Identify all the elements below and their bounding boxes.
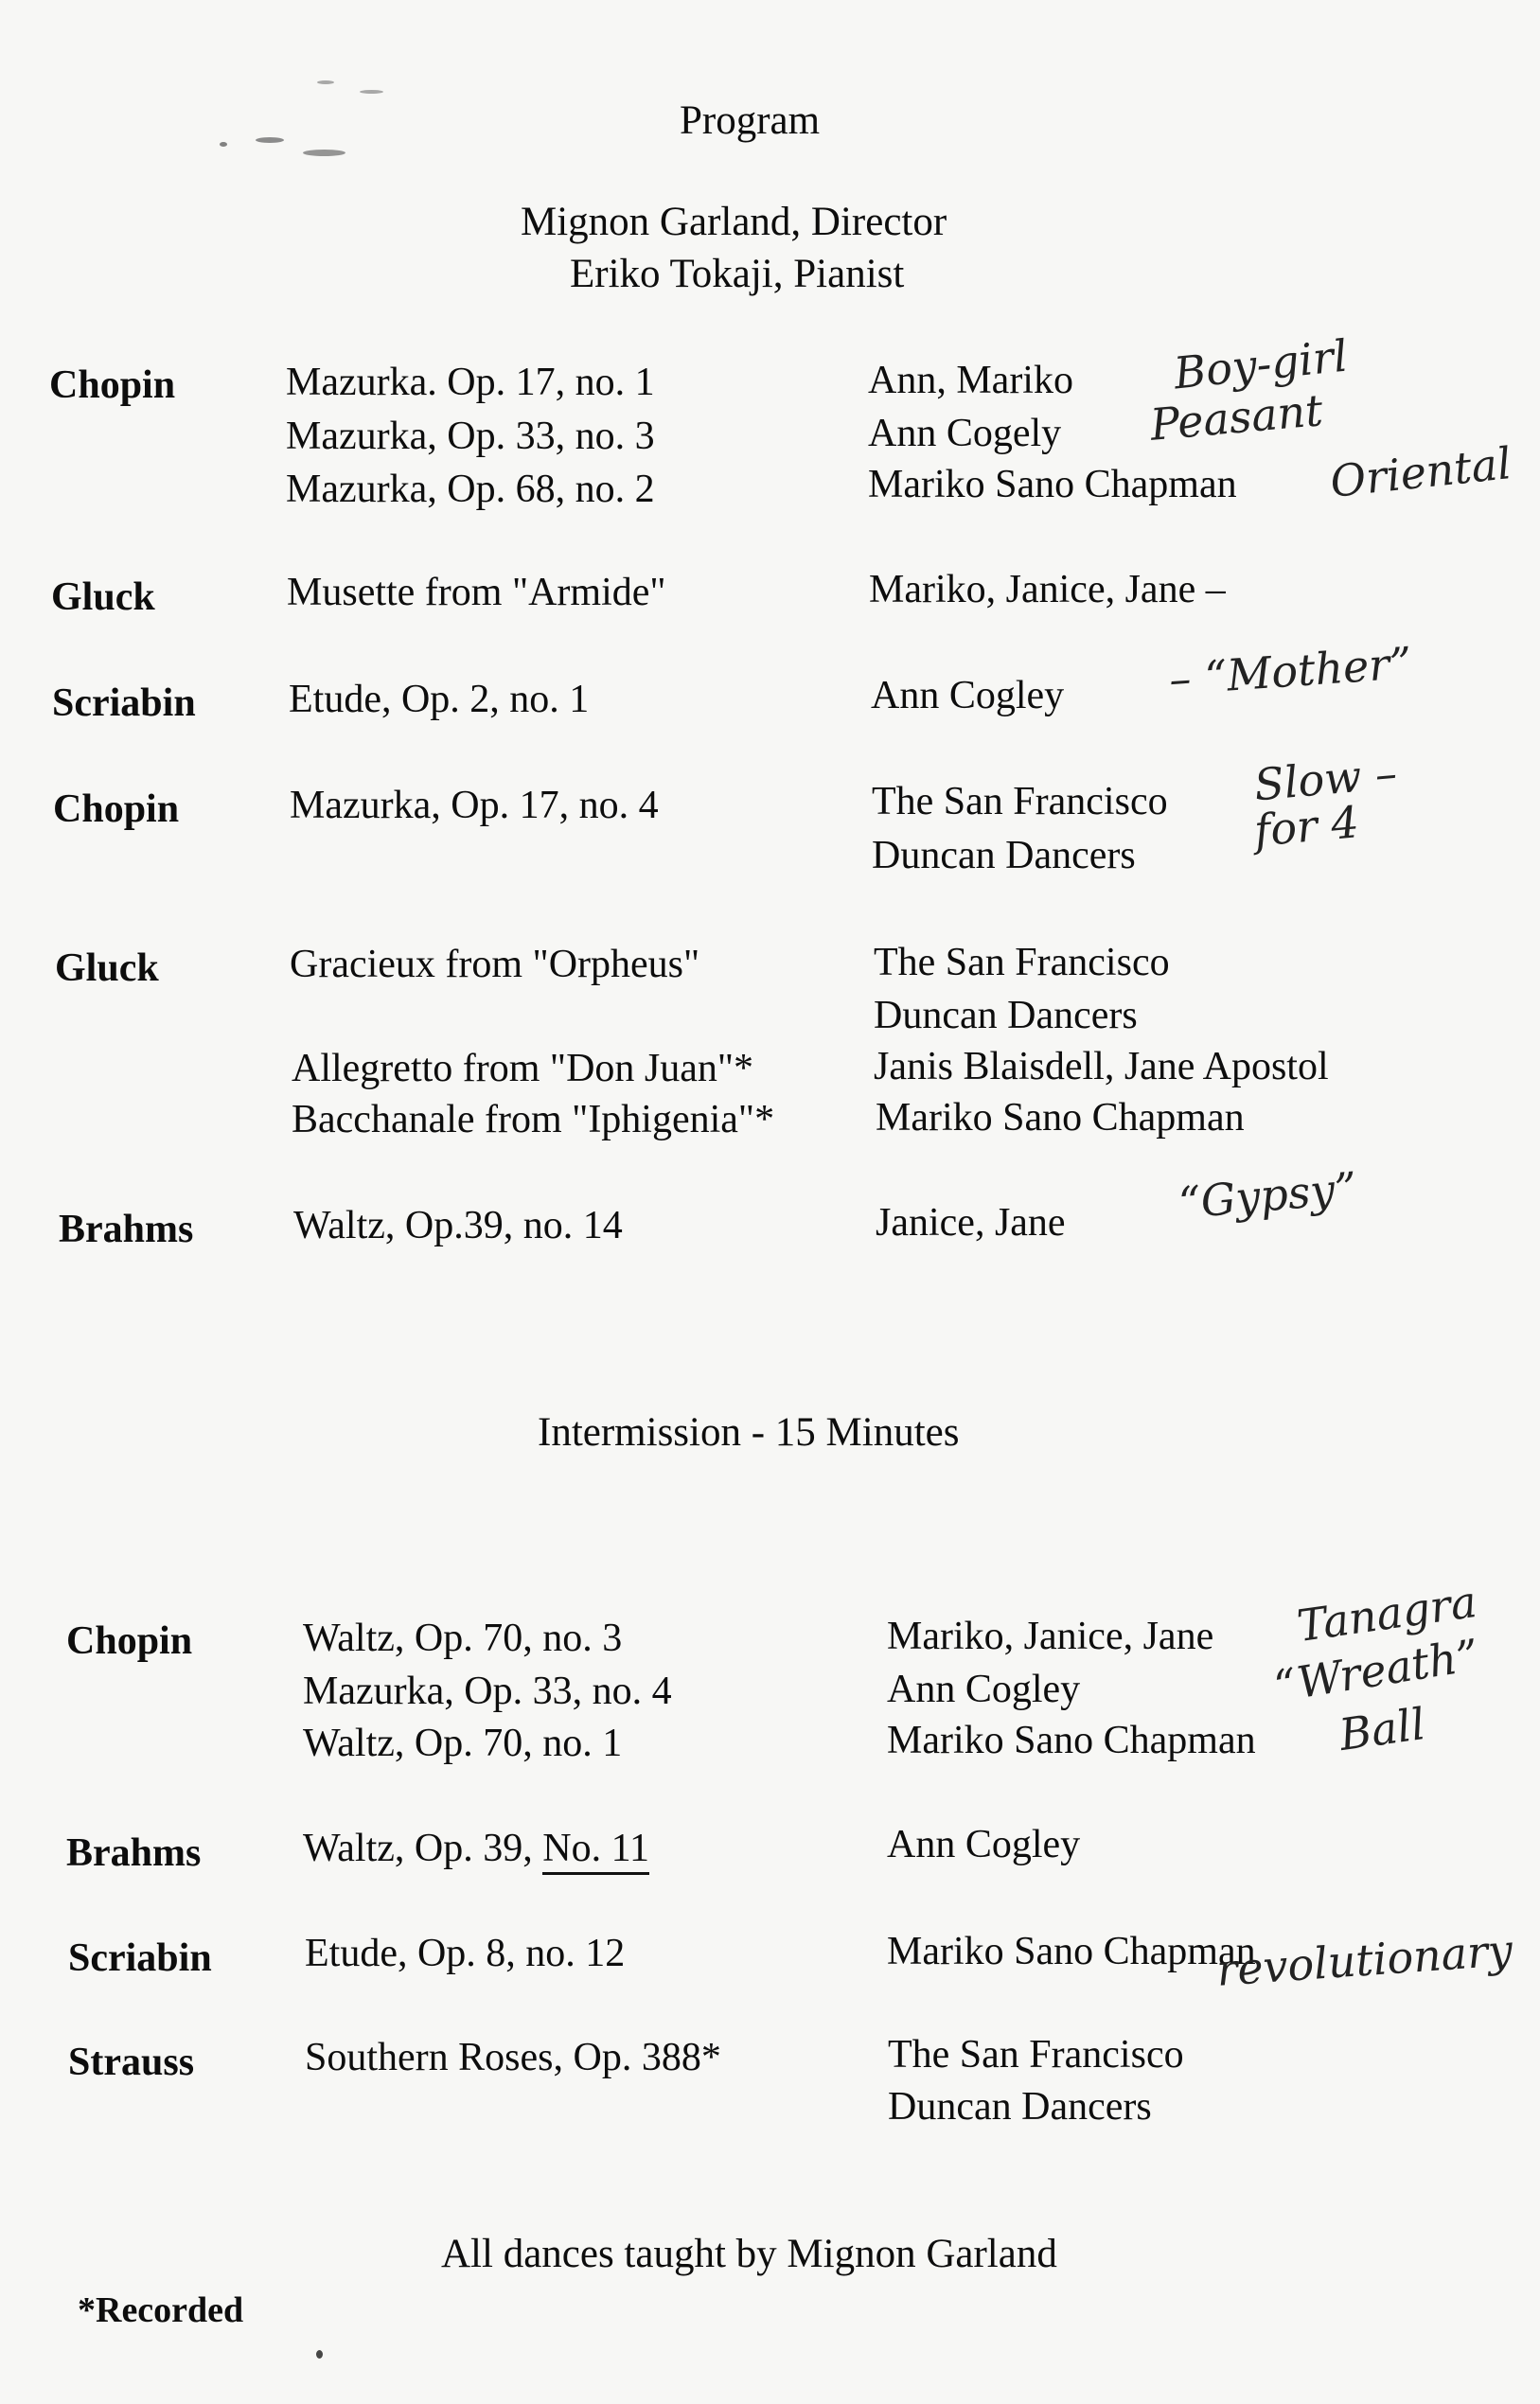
piece-text: Waltz, Op. 39, — [303, 1827, 543, 1870]
recorded-note: *Recorded — [78, 2290, 244, 2330]
handwritten-note: revolutionary — [1214, 1924, 1514, 1996]
dancer: Duncan Dancers — [874, 994, 1138, 1037]
dancer: The San Francisco — [874, 941, 1170, 984]
dancer: Ann Cogley — [887, 1823, 1081, 1866]
piece: Southern Roses, Op. 388* — [305, 2036, 721, 2079]
pianist-line: Eriko Tokaji, Pianist — [570, 252, 905, 296]
piece — [303, 1829, 649, 1868]
scan-speck — [360, 90, 383, 94]
piece: Mazurka, Op. 33, no. 4 — [303, 1670, 672, 1713]
piece: Mazurka, Op. 17, no. 4 — [290, 784, 659, 827]
composer-brahms: Brahms — [59, 1208, 194, 1251]
composer-chopin: Chopin — [66, 1619, 193, 1663]
dancer: The San Francisco — [888, 2033, 1184, 2077]
piece: Waltz, Op.39, no. 14 — [293, 1204, 623, 1247]
underlined-number: No. 11 — [542, 1827, 649, 1875]
dancer: Mariko Sano Chapman — [887, 1719, 1256, 1762]
composer-gluck: Gluck — [51, 575, 155, 619]
piece: Waltz, Op. 70, no. 1 — [303, 1722, 623, 1765]
dancer: Janis Blaisdell, Jane Apostol — [874, 1045, 1329, 1088]
intermission-line: Intermission - 15 Minutes — [538, 1410, 960, 1455]
dancer: Mariko Sano Chapman — [876, 1096, 1245, 1140]
composer-scriabin: Scriabin — [68, 1936, 212, 1980]
handwritten-note: “Wreath” — [1270, 1629, 1483, 1712]
piece: Waltz, Op. 70, no. 3 — [303, 1617, 623, 1660]
dancer: The San Francisco — [872, 780, 1168, 823]
handwritten-note: Tanagra — [1294, 1576, 1480, 1652]
director-line: Mignon Garland, Director — [521, 200, 947, 244]
piece: Musette from "Armide" — [287, 571, 666, 614]
dancer: Ann Cogley — [887, 1668, 1081, 1711]
handwritten-note: Slow – — [1251, 747, 1399, 811]
composer-brahms: Brahms — [66, 1831, 202, 1875]
handwritten-note: “Gypsy” — [1177, 1161, 1359, 1229]
scan-speck — [317, 80, 334, 84]
dancer: Janice, Jane — [876, 1201, 1066, 1245]
handwritten-note: Boy-girl — [1171, 329, 1351, 399]
handwritten-note: – “Mother” — [1167, 637, 1414, 705]
scan-speck — [220, 142, 227, 147]
dancer: Mariko, Janice, Jane — [887, 1615, 1214, 1658]
handwritten-note: for 4 — [1251, 796, 1361, 857]
composer-strauss: Strauss — [68, 2041, 195, 2084]
piece: Mazurka, Op. 33, no. 3 — [286, 415, 655, 458]
piece: Bacchanale from "Iphigenia"* — [292, 1098, 775, 1141]
handwritten-note: Peasant — [1147, 384, 1325, 451]
composer-chopin: Chopin — [53, 787, 180, 831]
dancer: Ann, Mariko — [868, 359, 1073, 402]
dancer: Duncan Dancers — [872, 834, 1136, 877]
piece: Mazurka. Op. 17, no. 1 — [286, 361, 655, 404]
composer-scriabin: Scriabin — [52, 681, 196, 725]
dancer: Duncan Dancers — [888, 2085, 1152, 2129]
piece: Mazurka, Op. 68, no. 2 — [286, 468, 655, 511]
dancer: Ann Cogely — [868, 412, 1062, 455]
handwritten-note: Ball — [1336, 1697, 1428, 1761]
composer-chopin: Chopin — [49, 363, 176, 407]
handwritten-note: Oriental — [1327, 437, 1514, 507]
scan-speck — [316, 2350, 323, 2359]
dancer: Mariko Sano Chapman — [887, 1930, 1256, 1973]
dancer: Ann Cogley — [871, 674, 1065, 717]
piece: Allegretto from "Don Juan"* — [292, 1047, 754, 1090]
piece: Etude, Op. 2, no. 1 — [289, 678, 590, 721]
composer-gluck: Gluck — [55, 946, 159, 990]
piece: Gracieux from "Orpheus" — [290, 943, 700, 986]
dancer: Mariko Sano Chapman — [868, 463, 1237, 506]
dancer: Mariko, Janice, Jane – — [869, 568, 1226, 611]
credit-line: All dances taught by Mignon Garland — [441, 2232, 1057, 2276]
scan-speck — [303, 150, 345, 156]
scan-speck — [256, 137, 284, 143]
piece: Etude, Op. 8, no. 12 — [305, 1932, 626, 1975]
program-title: Program — [680, 98, 821, 143]
